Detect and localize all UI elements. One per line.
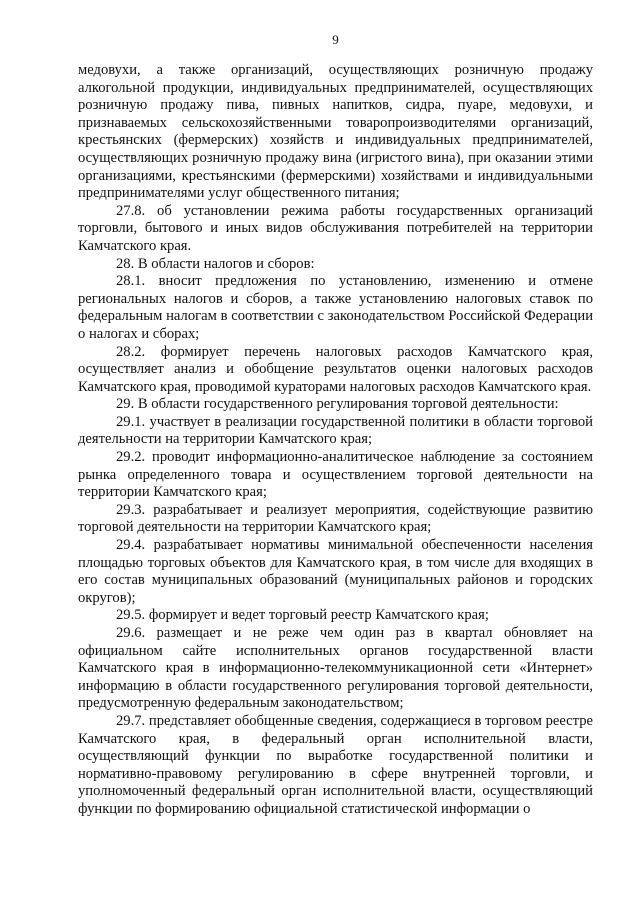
paragraph-29-4: 29.4. разрабатывает нормативы минимальной обеспеченности населения площадью торговых объектов для Камчатского края, в том числе для входящих в его состав муниципальных образований (муниципальных районов и городских округов); bbox=[78, 537, 593, 606]
paragraph-28-1: 28.1. вносит предложения по установлению, изменению и отмене региональных налогов и сборов, а также установлению налоговых ставок по федеральным налогам в соответствии с законодательством Российской Федерации о налогах и сборах; bbox=[78, 273, 593, 342]
paragraph-29-5: 29.5. формирует и ведет торговый реестр Камчатского края; bbox=[116, 607, 489, 624]
page-number: 9 bbox=[332, 32, 339, 47]
paragraph-continuation: медовухи, а также организаций, осуществляющих розничную продажу алкогольной продукции, индивидуальных предпринимателей, осуществляющих розничную продажу пива, пивных напитков, сидра, пуаре, медовухи, и признаваемых сельскохозяйственными товаропроизводителями организаций, крестьянских (фермерских) хозяйств и индивидуальных предпринимателей, осуществляющих розничную продажу вина (игристого вина), при оказании этими организациями, крестьянскими (фермерскими) хозяйствами и индивидуальными предпринимателями услуг общественного питания; bbox=[78, 62, 593, 202]
document-body bbox=[78, 62, 593, 819]
paragraph-29-heading: 29. В области государственного регулирования торговой деятельности: bbox=[116, 396, 559, 413]
paragraph-29-7: 29.7. представляет обобщенные сведения, содержащиеся в торговом реестре Камчатского края, в федеральный орган исполнительной власти, осуществляющий функции по выработке государственной политики и нормативно-правовому регулированию в сфере внутренней торговли, и уполномоченный федеральный орган исполнительной власти, осуществляющий функции по формированию официальной статистической информации о bbox=[78, 712, 593, 817]
paragraph-28-2: 28.2. формирует перечень налоговых расходов Камчатского края, осуществляет анализ и обобщение результатов оценки налоговых расходов Камчатского края, проводимой кураторами налоговых расходов Камчатского края. bbox=[78, 343, 593, 395]
paragraph-29-2: 29.2. проводит информационно-аналитическое наблюдение за состоянием рынка определенного товара и осуществлением торговой деятельности на территории Камчатского края; bbox=[78, 449, 593, 501]
paragraph-27-8: 27.8. об установлении режима работы государственных организаций торговли, бытового и иных видов обслуживания потребителей на территории Камчатского края. bbox=[78, 202, 593, 254]
paragraph-29-3: 29.3. разрабатывает и реализует мероприятия, содействующие развитию торговой деятельности на территории Камчатского края; bbox=[78, 501, 593, 536]
paragraph-29-1: 29.1. участвует в реализации государственной политики в области торговой деятельности на территории Камчатского края; bbox=[78, 413, 593, 448]
paragraph-28-heading: 28. В области налогов и сборов: bbox=[116, 255, 315, 272]
paragraph-29-6: 29.6. размещает и не реже чем один раз в квартал обновляет на официальном сайте исполнительных органов государственной власти Камчатского края в информационно-телекоммуникационной сети «Интернет» информацию в области государственного регулирования торговой деятельности, предусмотренную федеральным законодательством; bbox=[78, 625, 593, 712]
